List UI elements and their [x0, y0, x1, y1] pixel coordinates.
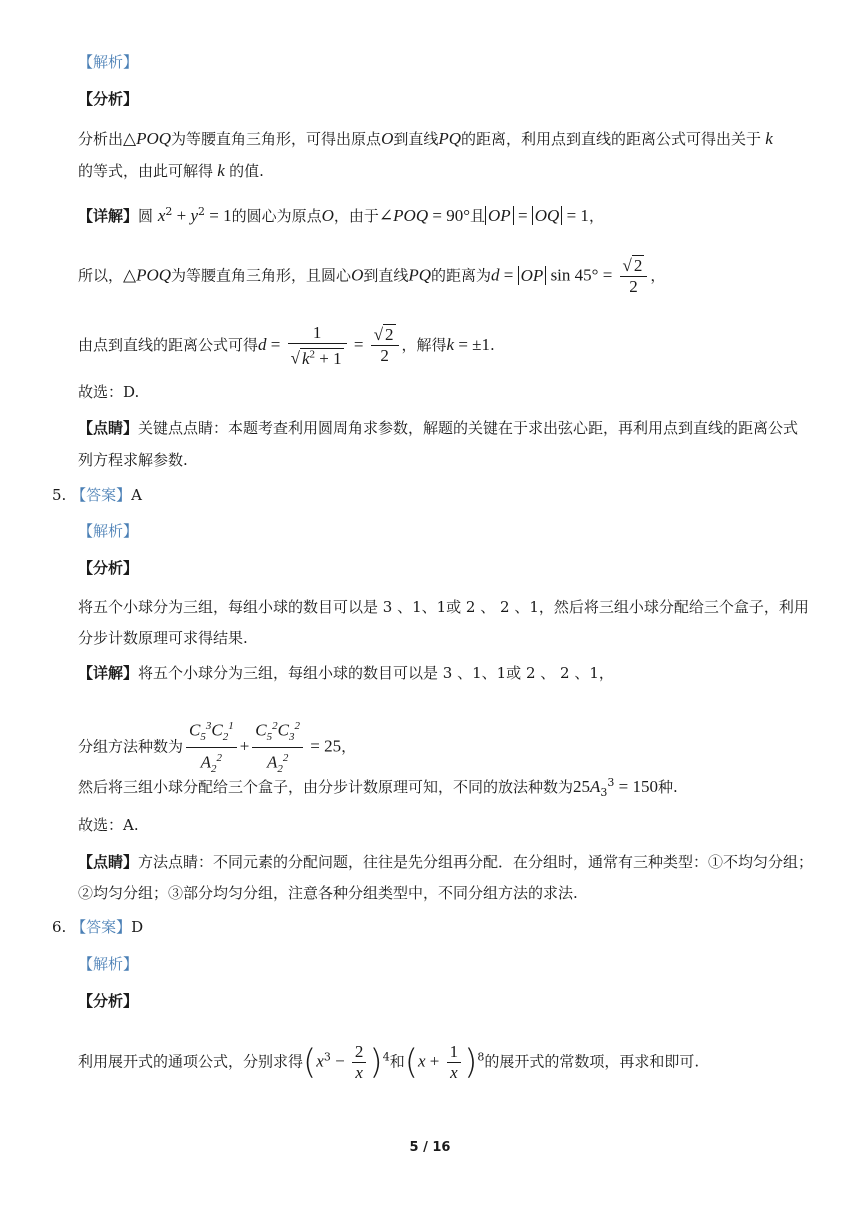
q4-analysis-line1: 分析出△POQ为等腰直角三角形，可得出原点O到直线PQ的距离，利用点到直线的距离公式可得出关于 k [78, 129, 773, 148]
q5-tip-line2: ②均匀分组；③部分均匀分组，注意各种分组类型中，不同分组方法的求法. [78, 884, 578, 902]
q4-choice: 故选：D. [78, 383, 140, 401]
q6-tag-fenxi: 【分析】 [78, 992, 139, 1010]
q4-detail-line1: 【详解】圆 $x^2 + y^2 = 1$的圆心为原点O，由于∠POQ = 90°且 OP = OQ = 1， [78, 205, 604, 225]
q5-answer: 5. 【答案】A [52, 486, 142, 504]
page-number: 5 / 16 [409, 1140, 451, 1155]
tag-jiexi: 【解析】 [78, 53, 139, 71]
q5-detail-line3: 然后将三组小球分配给三个盒子，由分步计数原理可知，不同的放法种数为$25A_3^3 = 150$种. [78, 776, 678, 799]
q4-tip-line1: 【点睛】关键点点睛：本题考查利用圆周角求参数，解题的关键在于求出弦心距，再利用点到直线的距离公式 [78, 419, 799, 437]
q4-analysis-line2: 的等式，由此可解得 k 的值. [78, 161, 264, 180]
q6-answer: 6. 【答案】D [52, 918, 144, 936]
q6-tag-jiexi: 【解析】 [78, 955, 139, 973]
q5-analysis-line2: 分步计数原理可求得结果. [78, 629, 248, 647]
q5-analysis-line1: 将五个小球分为三组，每组小球的数目可以是 3 、1、1或 2 、 2 、1，然后将三组小球分配给三个盒子，利用 [78, 598, 809, 616]
q5-tag-fenxi: 【分析】 [78, 559, 139, 577]
q5-detail-line2: 分组方法种数为 $\frac{C_5^3C_2^1}{A_2^2}$ + $\frac{C_5^2C_3^2}{A_2^2}$ = 25， [78, 716, 356, 779]
q5-detail-line1: 【详解】将五个小球分为三组，每组小球的数目可以是 3 、1、1或 2 、 2 、1， [78, 664, 614, 682]
q4-detail-line2: 所以，△POQ为等腰直角三角形，且圆心O到直线PQ的距离为d = OP sin 45° = $\frac{√ 2}{2}$ ， [78, 256, 666, 296]
q5-tip-line1: 【点睛】方法点睛：不同元素的分配问题，往往是先分组再分配．在分组时，通常有三种类型：①不均匀分组； [78, 853, 814, 871]
q6-analysis-line: 利用展开式的通项公式，分别求得($x^3$ − $\frac{2}{x}$ )$^4$和(x + $\frac{1}{x}$ )$^8$的展开式的常数项，再求和即可. [78, 1042, 700, 1083]
q5-choice: 故选：A. [78, 816, 139, 834]
q5-tag-jiexi: 【解析】 [78, 522, 139, 540]
q4-tip-line2: 列方程求解参数. [78, 451, 188, 469]
tag-fenxi: 【分析】 [78, 90, 139, 108]
q4-detail-line3: 由点到直线的距离公式可得d = $\frac{1}{√ k^2 + 1}$ = $\frac{√ 2}{2}$ ，解得k = ±1. [78, 323, 495, 368]
